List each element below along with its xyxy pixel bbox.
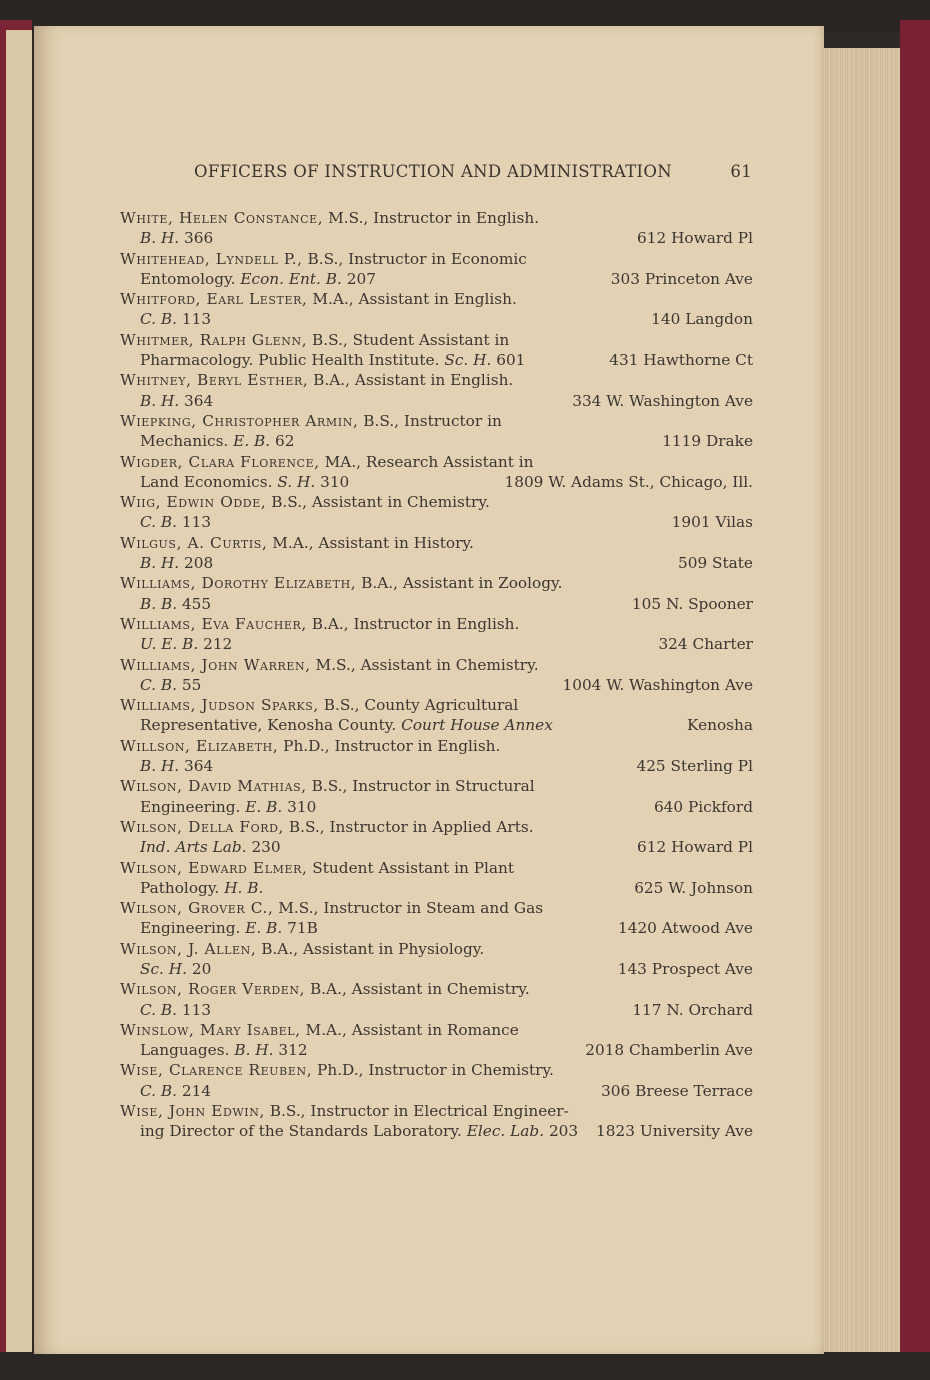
title-and-position: Ph.D., Instructor in English. [278, 736, 501, 755]
entry-heading [120, 1101, 569, 1121]
person-name: Wiepking, Christopher Armin, [120, 411, 359, 430]
building-abbreviation: Court House Annex [401, 716, 553, 735]
entry-heading [120, 1060, 554, 1080]
entry-name-line [120, 330, 753, 350]
entry-location-line [120, 715, 753, 735]
entry-name-line [120, 370, 753, 390]
entry-heading [120, 695, 518, 715]
title-and-position: Ph.D., Instructor in Chemistry. [312, 1061, 554, 1080]
title-and-position: MA., Research Assistant in [319, 452, 534, 471]
building-abbreviation: S. H. [277, 472, 316, 491]
entry-heading [120, 492, 490, 512]
home-address: 1809 W. Adams St., Chicago, Ill. [504, 472, 753, 491]
entry-location-line [120, 472, 753, 492]
room-number: 601 [496, 351, 526, 370]
entry-heading [120, 411, 502, 431]
room-number: 55 [181, 675, 202, 694]
office-location [140, 756, 213, 776]
home-address: 1823 University Ave [596, 1122, 753, 1141]
office-location [140, 634, 232, 654]
entry-heading [120, 249, 527, 269]
home-address: 625 W. Johnson [634, 878, 753, 897]
person-name: Wilson, David Mathias, [120, 777, 307, 796]
entry-location-line [120, 959, 753, 979]
building-abbreviation: B. H. [140, 391, 180, 410]
entry-heading [120, 208, 539, 228]
building-abbreviation: C. B. [140, 675, 177, 694]
building-abbreviation: Econ. Ent. B. [240, 269, 342, 288]
running-header-title: OFFICERS OF INSTRUCTION AND ADMINISTRATION [194, 162, 672, 181]
home-address: 140 Langdon [651, 310, 753, 329]
entry-heading [120, 533, 474, 553]
entry-heading [120, 1020, 519, 1040]
room-number: 212 [203, 635, 233, 654]
office-location [140, 878, 263, 898]
person-name: Wilgus, A. Curtis, [120, 533, 268, 552]
person-name: Winslow, Mary Isabel, [120, 1020, 301, 1039]
entry-heading [120, 614, 519, 634]
office-location [140, 553, 213, 573]
title-and-position: M.A., Assistant in English. [307, 290, 517, 309]
office-location [140, 309, 211, 329]
person-name: Wise, Clarence Reuben, [120, 1061, 313, 1080]
entry-name-line [120, 289, 753, 309]
building-abbreviation: Sc. H. [444, 351, 492, 370]
entry-heading [120, 858, 514, 878]
home-address: 640 Pickford [653, 797, 753, 816]
building-abbreviation: B. H. [140, 554, 180, 573]
entry-location-line [120, 350, 753, 370]
entry-location-line [120, 309, 753, 329]
entry-name-line [120, 208, 753, 228]
entry-name-line [120, 492, 753, 512]
entry-location-line [120, 512, 753, 532]
title-and-position: B.S., Assistant in Chemistry. [266, 493, 490, 512]
position-continued: Land Economics. [140, 472, 273, 491]
entry-heading [120, 939, 484, 959]
person-name: Wise, John Edwin, [120, 1102, 265, 1121]
title-and-position: B.A., Assistant in Chemistry. [305, 980, 530, 999]
entry-location-line [120, 878, 753, 898]
home-address: 143 Prospect Ave [617, 959, 753, 978]
entry-name-line [120, 249, 753, 269]
entry-name-line [120, 411, 753, 431]
entry-name-line [120, 776, 753, 796]
entry-name-line [120, 1020, 753, 1040]
room-number: 230 [251, 838, 281, 857]
room-number: 20 [191, 959, 212, 978]
building-abbreviation: B. H. [140, 757, 180, 776]
entry-heading [120, 289, 517, 309]
entry-name-line [120, 858, 753, 878]
entry-heading [120, 898, 543, 918]
entry-name-line [120, 1101, 753, 1121]
building-abbreviation: C. B. [140, 513, 177, 532]
position-continued: Pharmacology. Public Health Institute. [140, 351, 440, 370]
page-stack-edges [816, 48, 900, 1353]
building-abbreviation: E. B. [245, 797, 283, 816]
title-and-position: Student Assistant in Plant [307, 858, 515, 877]
room-number: 113 [181, 1000, 212, 1019]
home-address: 2018 Chamberlin Ave [585, 1041, 753, 1060]
title-and-position: B.S., Instructor in Applied Arts. [283, 817, 534, 836]
person-name: Willson, Elizabeth, [120, 736, 279, 755]
position-continued: Engineering. [140, 919, 241, 938]
position-continued: Pathology. [140, 878, 220, 897]
person-name: Wilson, Roger Verden, [120, 980, 306, 999]
office-location [140, 1040, 308, 1060]
office-location [140, 715, 553, 735]
home-address: 105 N. Spooner [631, 594, 753, 613]
person-name: Wilson, Della Ford, [120, 817, 284, 836]
entry-heading [120, 776, 535, 796]
room-number: 312 [278, 1041, 308, 1060]
room-number: 113 [181, 310, 212, 329]
person-name: Williams, Dorothy Elizabeth, [120, 574, 357, 593]
person-name: Whitmer, Ralph Glenn, [120, 330, 308, 349]
room-number: 310 [320, 472, 350, 491]
position-continued: Entomology. [140, 269, 236, 288]
room-number: 364 [184, 757, 214, 776]
entry-name-line [120, 817, 753, 837]
person-name: Williams, Eva Faucher, [120, 614, 307, 633]
entry-name-line [120, 939, 753, 959]
office-location [140, 472, 349, 492]
entry-location-line [120, 756, 753, 776]
room-number: 208 [184, 554, 214, 573]
entry-location-line [120, 1081, 753, 1101]
position-continued: Representative, Kenosha County. [140, 716, 397, 735]
room-number: 207 [346, 269, 376, 288]
entry-name-line [120, 736, 753, 756]
room-number: 203 [548, 1122, 579, 1141]
position-continued: Engineering. [140, 797, 241, 816]
building-abbreviation: C. B. [140, 310, 177, 329]
home-address: 117 N. Orchard [632, 1000, 753, 1019]
room-number: 71B [287, 919, 318, 938]
building-abbreviation: H. B. [224, 878, 264, 897]
entry-heading [120, 736, 500, 756]
entry-name-line [120, 898, 753, 918]
position-continued: Languages. [140, 1041, 230, 1060]
room-number: 113 [181, 513, 212, 532]
entry-name-line [120, 1060, 753, 1080]
office-location [140, 228, 213, 248]
title-and-position: M.A., Assistant in History. [267, 533, 474, 552]
entry-location-line [120, 594, 753, 614]
person-name: Wiig, Edwin Odde, [120, 493, 267, 512]
person-name: Wilson, Edward Elmer, [120, 858, 308, 877]
building-abbreviation: U. E. B. [140, 635, 199, 654]
entry-location-line [120, 1000, 753, 1020]
building-abbreviation: B. B. [140, 594, 178, 613]
position-continued: ing Director of the Standards Laboratory. [140, 1122, 462, 1141]
entry-location-line [120, 228, 753, 248]
person-name: Whitney, Beryl Esther, [120, 371, 309, 390]
entry-location-line [120, 797, 753, 817]
entry-heading [120, 817, 534, 837]
person-name: White, Helen Constance, [120, 209, 324, 227]
title-and-position: M.S., Instructor in English. [323, 209, 540, 227]
entry-location-line [120, 431, 753, 451]
room-number: 366 [184, 229, 214, 248]
office-location [140, 1000, 211, 1020]
page-number: 61 [730, 162, 752, 181]
directory-entries [120, 208, 753, 1142]
entry-heading [120, 573, 563, 593]
person-name: Wilson, J. Allen, [120, 939, 257, 958]
entry-heading [120, 979, 530, 999]
home-address: 334 W. Washington Ave [572, 391, 753, 410]
building-abbreviation: Elec. Lab. [466, 1122, 545, 1141]
office-location [140, 1121, 578, 1141]
entry-heading [120, 370, 513, 390]
building-abbreviation: Sc. H. [140, 959, 187, 978]
entry-location-line [120, 1121, 753, 1141]
running-header [150, 158, 770, 184]
building-abbreviation: E. B. [233, 432, 271, 451]
title-and-position: B.A., Assistant in English. [308, 371, 514, 390]
office-location [140, 675, 201, 695]
entry-location-line [120, 269, 753, 289]
entry-name-line [120, 695, 753, 715]
home-address: 431 Hawthorne Ct [609, 351, 753, 370]
home-address: 1119 Drake [662, 432, 753, 451]
person-name: Williams, Judson Sparks, [120, 696, 319, 715]
person-name: Whitehead, Lyndell P., [120, 249, 303, 268]
entry-name-line [120, 452, 753, 472]
title-and-position: B.S., Instructor in Economic [302, 249, 527, 268]
book-cover-right [900, 20, 930, 1360]
person-name: Whitford, Earl Lester, [120, 290, 308, 309]
person-name: Williams, John Warren, [120, 655, 311, 674]
entry-name-line [120, 979, 753, 999]
entry-heading [120, 330, 509, 350]
office-location [140, 512, 211, 532]
office-location [140, 959, 211, 979]
office-location [140, 431, 295, 451]
building-abbreviation: E. B. [245, 919, 283, 938]
person-name: Wilson, Grover C., [120, 899, 274, 918]
title-and-position: B.A., Instructor in English. [306, 614, 520, 633]
entry-location-line [120, 675, 753, 695]
office-location [140, 269, 376, 289]
title-and-position: M.A., Assistant in Romance [300, 1020, 519, 1039]
previous-page-edge [6, 30, 32, 1355]
person-name: Wigder, Clara Florence, [120, 452, 320, 471]
room-number: 214 [181, 1081, 212, 1100]
entry-heading [120, 655, 539, 675]
room-number: 364 [184, 391, 214, 410]
building-abbreviation: Ind. Arts Lab. [140, 838, 247, 857]
room-number: 455 [181, 594, 212, 613]
building-abbreviation: B. H. [234, 1041, 274, 1060]
entry-location-line [120, 391, 753, 411]
title-and-position: B.S., Instructor in Electrical Engineer- [264, 1102, 569, 1121]
title-and-position: B.A., Assistant in Physiology. [256, 939, 485, 958]
entry-name-line [120, 614, 753, 634]
entry-name-line [120, 533, 753, 553]
entry-location-line [120, 634, 753, 654]
entry-name-line [120, 573, 753, 593]
building-abbreviation: C. B. [140, 1000, 177, 1019]
entry-name-line [120, 655, 753, 675]
office-location [140, 797, 316, 817]
title-and-position: B.S., Student Assistant in [307, 330, 510, 349]
home-address: 1420 Atwood Ave [617, 919, 753, 938]
home-address: 1901 Vilas [671, 513, 753, 532]
title-and-position: B.A., Assistant in Zoology. [356, 574, 563, 593]
building-abbreviation: B. H. [140, 229, 180, 248]
home-address: 306 Breese Terrace [601, 1081, 753, 1100]
room-number: 62 [275, 432, 295, 451]
title-and-position: M.S., Assistant in Chemistry. [310, 655, 539, 674]
home-address: 612 Howard Pl [637, 838, 753, 857]
entry-location-line [120, 1040, 753, 1060]
title-and-position: M.S., Instructor in Steam and Gas [273, 899, 544, 918]
home-address: 1004 W. Washington Ave [562, 675, 753, 694]
position-continued: Mechanics. [140, 432, 229, 451]
title-and-position: B.S., County Agricultural [318, 696, 519, 715]
entry-location-line [120, 918, 753, 938]
building-abbreviation: C. B. [140, 1081, 177, 1100]
office-location [140, 350, 525, 370]
entry-location-line [120, 553, 753, 573]
office-location [140, 918, 318, 938]
home-address: 324 Charter [658, 635, 753, 654]
office-location [140, 594, 211, 614]
home-address: 303 Princeton Ave [610, 269, 753, 288]
home-address: 612 Howard Pl [637, 229, 753, 248]
office-location [140, 1081, 211, 1101]
entry-heading [120, 452, 533, 472]
title-and-position: B.S., Instructor in [358, 411, 502, 430]
book-bottom-shadow [0, 1352, 930, 1380]
home-address: 425 Sterling Pl [636, 757, 753, 776]
home-address: Kenosha [687, 716, 753, 735]
room-number: 310 [287, 797, 317, 816]
home-address: 509 State [677, 554, 753, 573]
office-location [140, 391, 213, 411]
office-location [140, 837, 281, 857]
title-and-position: B.S., Instructor in Structural [306, 777, 535, 796]
entry-location-line [120, 837, 753, 857]
